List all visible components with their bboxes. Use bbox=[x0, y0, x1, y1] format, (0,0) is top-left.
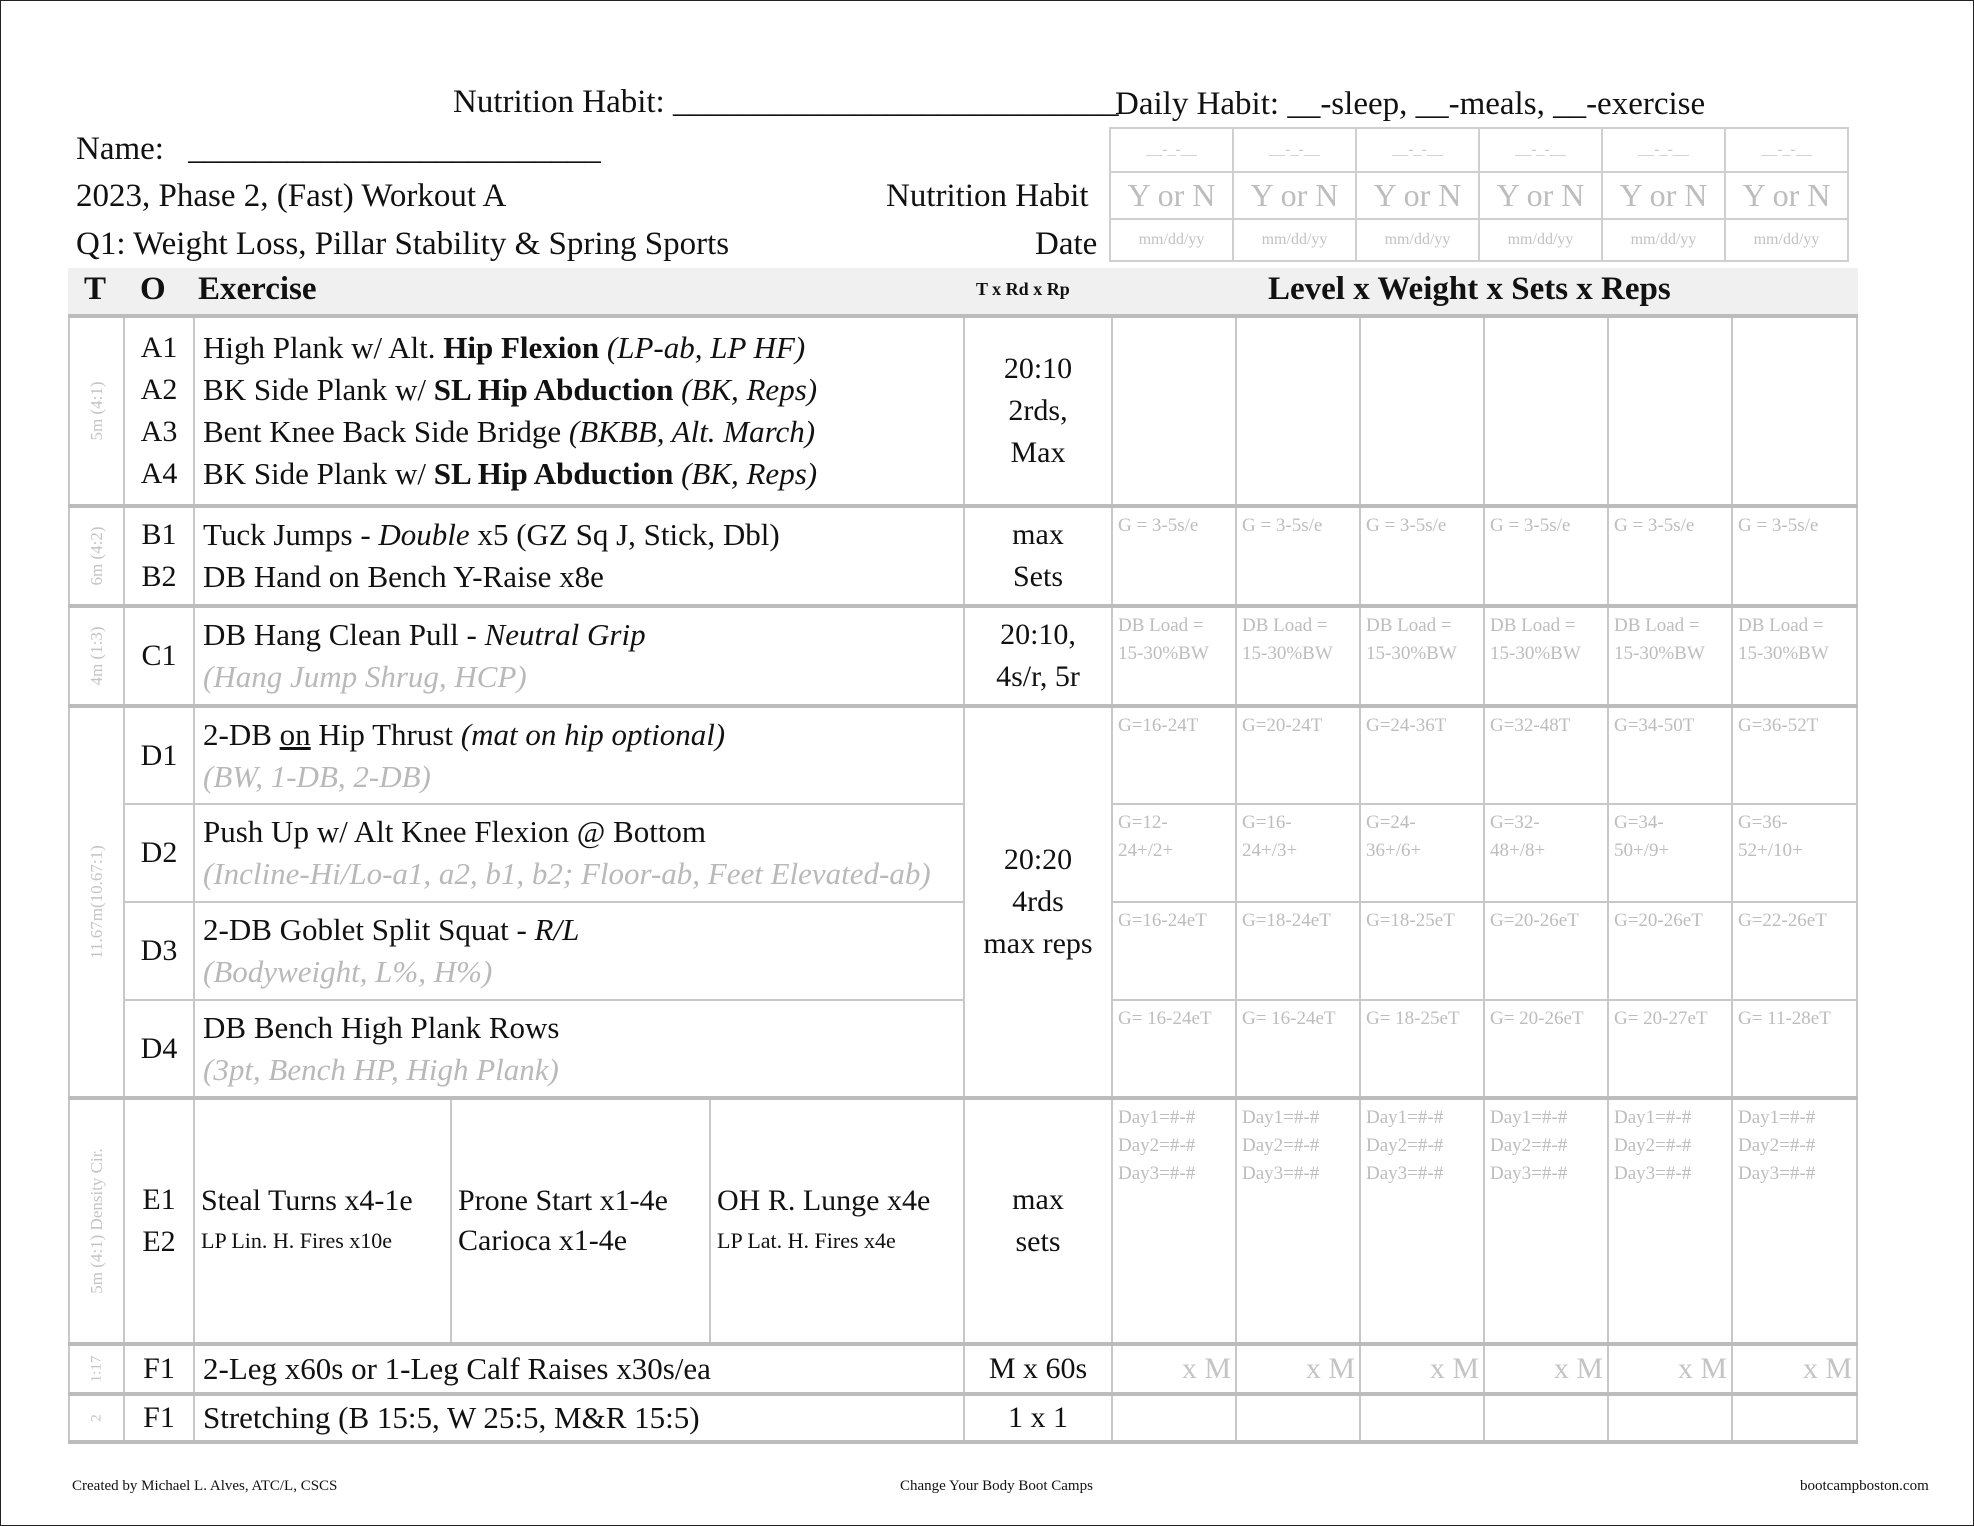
log-cell[interactable]: x M bbox=[1732, 1344, 1857, 1394]
section-f2-exercise: Stretching (B 15:5, W 25:5, M&R 15:5) bbox=[194, 1394, 964, 1442]
log-cell[interactable]: G = 3-5s/e bbox=[1236, 506, 1360, 606]
exercise-d2: Push Up w/ Alt Knee Flexion @ Bottom bbox=[203, 814, 707, 849]
date-cell[interactable]: mm/dd/yy bbox=[1110, 219, 1233, 261]
section-b-prescription bbox=[964, 506, 1112, 606]
order-label: E1 bbox=[142, 1183, 176, 1216]
rp-line: Max bbox=[1010, 436, 1066, 469]
section-d3-order: D3 bbox=[124, 902, 194, 1000]
section-d-time bbox=[69, 706, 124, 1098]
log-cell[interactable]: G = 3-5s/e bbox=[1608, 506, 1732, 606]
log-cell[interactable]: G=12- 24+/2+ bbox=[1112, 804, 1236, 902]
rp-line: 4rds bbox=[1012, 885, 1064, 918]
log-cell[interactable]: G = 3-5s/e bbox=[1484, 506, 1608, 606]
nutrition-yn-cell[interactable]: Y or N bbox=[1479, 172, 1602, 219]
quarter-title: Q1: Weight Loss, Pillar Stability & Spring Sports bbox=[76, 226, 730, 262]
time-label: 2 bbox=[88, 1414, 104, 1422]
log-cell[interactable]: G=24-36T bbox=[1360, 706, 1484, 804]
section-c-prescription bbox=[964, 606, 1112, 706]
exercise-b1: Tuck Jumps - Double x5 (GZ Sq J, Stick, Dbl) bbox=[203, 517, 780, 552]
station-exercise: Prone Start x1-4e bbox=[458, 1184, 668, 1217]
footer-company: Change Your Body Boot Camps bbox=[900, 1478, 1093, 1494]
time-label: 5m (4:1) bbox=[86, 381, 106, 441]
program-title: 2023, Phase 2, (Fast) Workout A bbox=[76, 178, 507, 214]
nutrition-yn-cell[interactable]: Y or N bbox=[1233, 172, 1356, 219]
exercise-d1-options: (BW, 1-DB, 2-DB) bbox=[203, 758, 431, 794]
section-f2-order: F1 bbox=[124, 1394, 194, 1442]
section-f2-row bbox=[69, 1394, 1857, 1442]
rp-line: 4s/r, 5r bbox=[996, 660, 1080, 693]
rp-line: max bbox=[1012, 518, 1064, 551]
section-f1-time bbox=[69, 1344, 124, 1394]
column-header-bar bbox=[68, 268, 1858, 314]
section-e-order bbox=[124, 1098, 194, 1344]
rp-line: max bbox=[1012, 1183, 1064, 1216]
daily-habit-text: __-sleep, __-meals, __-exercise bbox=[1287, 86, 1706, 122]
header-log-grid bbox=[1109, 127, 1849, 262]
station-exercise-secondary: LP Lat. H. Fires x4e bbox=[717, 1228, 896, 1253]
rp-line: 20:10 bbox=[1003, 352, 1073, 385]
date-cell[interactable]: mm/dd/yy bbox=[1233, 219, 1356, 261]
rp-line: 20:20 bbox=[1003, 843, 1073, 876]
section-d2-exercise bbox=[194, 804, 964, 902]
log-cell[interactable]: G=20-24T bbox=[1236, 706, 1360, 804]
order-label: A4 bbox=[140, 457, 178, 490]
log-cell[interactable]: G=20-26eT bbox=[1608, 902, 1732, 1000]
section-f2-time bbox=[69, 1394, 124, 1442]
row-nutrition-label: Nutrition Habit bbox=[886, 178, 1089, 214]
row-date-label: Date bbox=[1035, 226, 1098, 262]
date-cell[interactable]: mm/dd/yy bbox=[1479, 219, 1602, 261]
section-e-row bbox=[69, 1098, 1857, 1344]
log-cell[interactable]: Day1=#-# Day2=#-# Day3=#-# bbox=[1484, 1098, 1608, 1344]
daily-habit-header bbox=[1115, 86, 1705, 123]
exercise-c1: DB Hang Clean Pull - Neutral Grip bbox=[203, 617, 646, 652]
log-cell[interactable] bbox=[1360, 316, 1484, 506]
circuit-station-2 bbox=[452, 1100, 711, 1342]
station-exercise: Steal Turns x4-1e bbox=[201, 1184, 413, 1217]
col-log-header: Level x Weight x Sets x Reps bbox=[1268, 271, 1671, 307]
section-d3-row bbox=[69, 902, 1857, 1000]
log-cell[interactable] bbox=[1732, 316, 1857, 506]
time-label: 6m (4:2) bbox=[86, 526, 106, 586]
col-t-header: T bbox=[84, 271, 107, 307]
log-cell[interactable]: G = 3-5s/e bbox=[1112, 506, 1236, 606]
log-cell[interactable]: Day1=#-# Day2=#-# Day3=#-# bbox=[1608, 1098, 1732, 1344]
exercise-d1: 2-DB on Hip Thrust (mat on hip optional) bbox=[203, 716, 726, 752]
order-label: A2 bbox=[140, 373, 178, 406]
time-label: 11.67m(10.67:1) bbox=[86, 845, 106, 959]
log-cell[interactable]: G = 3-5s/e bbox=[1732, 506, 1857, 606]
station-exercise-secondary: Carioca x1-4e bbox=[458, 1224, 628, 1257]
time-label: 4m (1:3) bbox=[86, 626, 106, 686]
nutrition-habit-label: Nutrition Habit: bbox=[453, 84, 665, 120]
section-f1-order: F1 bbox=[124, 1344, 194, 1394]
habit-check-cell[interactable]: __-_-__ bbox=[1725, 128, 1848, 172]
log-cell[interactable]: DB Load = 15-30%BW bbox=[1112, 606, 1236, 706]
exercise-d4-options: (3pt, Bench HP, High Plank) bbox=[203, 1051, 559, 1087]
exercise-d2-options: (Incline-Hi/Lo-a1, a2, b1, b2; Floor-ab, Feet Elevated-ab) bbox=[203, 856, 931, 891]
col-o-header: O bbox=[140, 271, 166, 307]
section-d4-exercise bbox=[194, 1000, 964, 1098]
exercise-a2: BK Side Plank w/ SL Hip Abduction (BK, Reps) bbox=[203, 372, 818, 407]
exercise-a3: Bent Knee Back Side Bridge (BKBB, Alt. March) bbox=[203, 414, 816, 449]
log-cell[interactable]: G= 11-28eT bbox=[1732, 1000, 1857, 1098]
exercise-c1-options: (Hang Jump Shrug, HCP) bbox=[203, 659, 527, 694]
section-e-exercises bbox=[194, 1098, 964, 1344]
name-blank[interactable]: _________________________ bbox=[188, 131, 601, 167]
order-label: A1 bbox=[140, 331, 178, 364]
footer-website[interactable]: bootcampboston.com bbox=[1800, 1478, 1929, 1494]
log-cell[interactable]: DB Load = 15-30%BW bbox=[1236, 606, 1360, 706]
log-cell[interactable]: G = 3-5s/e bbox=[1360, 506, 1484, 606]
section-a-prescription bbox=[964, 316, 1112, 506]
nutrition-yn-cell[interactable]: Y or N bbox=[1602, 172, 1725, 219]
section-f1-exercise: 2-Leg x60s or 1-Leg Calf Raises x30s/ea bbox=[194, 1344, 964, 1394]
log-cell[interactable]: DB Load = 15-30%BW bbox=[1360, 606, 1484, 706]
log-cell[interactable]: x M bbox=[1484, 1344, 1608, 1394]
section-f1-row bbox=[69, 1344, 1857, 1394]
habit-check-cell[interactable]: __-_-__ bbox=[1110, 128, 1233, 172]
col-exercise-header: Exercise bbox=[198, 271, 317, 307]
section-d3-exercise bbox=[194, 902, 964, 1000]
log-cell[interactable]: G=16- 24+/3+ bbox=[1236, 804, 1360, 902]
section-a-time bbox=[69, 316, 124, 506]
rp-line: 20:10, bbox=[1000, 618, 1076, 651]
name-label: Name: bbox=[76, 131, 164, 167]
order-label: B2 bbox=[141, 560, 177, 593]
log-cell[interactable]: G= 16-24eT bbox=[1112, 1000, 1236, 1098]
log-cell[interactable]: G=32- 48+/8+ bbox=[1484, 804, 1608, 902]
log-cell[interactable]: DB Load = 15-30%BW bbox=[1608, 606, 1732, 706]
section-b-row bbox=[69, 506, 1857, 606]
habit-check-cell[interactable]: __-_-__ bbox=[1479, 128, 1602, 172]
log-cell[interactable]: G=34-50T bbox=[1608, 706, 1732, 804]
habit-check-cell[interactable]: __-_-__ bbox=[1233, 128, 1356, 172]
section-b-time bbox=[69, 506, 124, 606]
circuit-station-1 bbox=[195, 1100, 452, 1342]
date-cell[interactable]: mm/dd/yy bbox=[1725, 219, 1848, 261]
log-cell[interactable]: G=18-24eT bbox=[1236, 902, 1360, 1000]
nutrition-habit-header bbox=[453, 84, 1118, 121]
date-cell[interactable]: mm/dd/yy bbox=[1356, 219, 1479, 261]
rp-line: Sets bbox=[1012, 560, 1063, 593]
section-c-order: C1 bbox=[124, 606, 194, 706]
log-cell[interactable] bbox=[1112, 1394, 1236, 1442]
order-label: E2 bbox=[142, 1225, 176, 1258]
log-cell[interactable]: G=22-26eT bbox=[1732, 902, 1857, 1000]
log-cell[interactable]: x M bbox=[1112, 1344, 1236, 1394]
section-c-exercises bbox=[194, 606, 964, 706]
exercise-a4: BK Side Plank w/ SL Hip Abduction (BK, Reps) bbox=[203, 456, 818, 491]
section-d2-row bbox=[69, 804, 1857, 902]
section-a-row bbox=[69, 316, 1857, 506]
log-cell[interactable]: G= 18-25eT bbox=[1360, 1000, 1484, 1098]
log-cell[interactable] bbox=[1608, 316, 1732, 506]
log-cell[interactable]: G=32-48T bbox=[1484, 706, 1608, 804]
log-cell[interactable]: Day1=#-# Day2=#-# Day3=#-# bbox=[1732, 1098, 1857, 1344]
log-cell[interactable]: G=24- 36+/6+ bbox=[1360, 804, 1484, 902]
section-b-exercises bbox=[194, 506, 964, 606]
section-d1-order: D1 bbox=[124, 706, 194, 804]
log-cell[interactable] bbox=[1360, 1394, 1484, 1442]
exercise-d3-options: (Bodyweight, L%, H%) bbox=[203, 954, 493, 989]
section-b-order bbox=[124, 506, 194, 606]
section-d2-order: D2 bbox=[124, 804, 194, 902]
order-label: B1 bbox=[141, 518, 177, 551]
log-cell[interactable]: G= 16-24eT bbox=[1236, 1000, 1360, 1098]
section-d4-row bbox=[69, 1000, 1857, 1098]
log-cell[interactable]: G=34- 50+/9+ bbox=[1608, 804, 1732, 902]
section-d1-exercise bbox=[194, 706, 964, 804]
log-cell[interactable]: G=16-24T bbox=[1112, 706, 1236, 804]
rp-line: max reps bbox=[983, 927, 1093, 960]
habit-check-cell[interactable]: __-_-__ bbox=[1356, 128, 1479, 172]
log-cell[interactable]: Day1=#-# Day2=#-# Day3=#-# bbox=[1360, 1098, 1484, 1344]
log-cell[interactable]: x M bbox=[1236, 1344, 1360, 1394]
section-f1-prescription: M x 60s bbox=[964, 1344, 1112, 1394]
exercise-d3: 2-DB Goblet Split Squat - R/L bbox=[203, 912, 580, 947]
name-field[interactable] bbox=[76, 131, 601, 168]
section-a-exercises bbox=[194, 316, 964, 506]
order-label: A3 bbox=[140, 415, 178, 448]
log-cell[interactable]: x M bbox=[1360, 1344, 1484, 1394]
log-cell[interactable] bbox=[1112, 316, 1236, 506]
station-exercise-secondary: LP Lin. H. Fires x10e bbox=[201, 1228, 393, 1253]
section-d1-row bbox=[69, 706, 1857, 804]
date-cell[interactable]: mm/dd/yy bbox=[1602, 219, 1725, 261]
nutrition-yn-cell[interactable]: Y or N bbox=[1356, 172, 1479, 219]
exercise-b2: DB Hand on Bench Y-Raise x8e bbox=[203, 559, 604, 594]
log-cell[interactable] bbox=[1732, 1394, 1857, 1442]
log-cell[interactable]: DB Load = 15-30%BW bbox=[1732, 606, 1857, 706]
exercise-d4: DB Bench High Plank Rows bbox=[203, 1009, 560, 1045]
log-cell[interactable]: G=20-26eT bbox=[1484, 902, 1608, 1000]
log-cell[interactable]: G=16-24eT bbox=[1112, 902, 1236, 1000]
nutrition-yn-cell[interactable]: Y or N bbox=[1110, 172, 1233, 219]
footer-credit: Created by Michael L. Alves, ATC/L, CSCS bbox=[72, 1478, 338, 1494]
section-e-time bbox=[69, 1098, 124, 1344]
section-e-prescription bbox=[964, 1098, 1112, 1344]
exercise-a1: High Plank w/ Alt. Hip Flexion (LP-ab, LP HF) bbox=[203, 330, 806, 365]
daily-habit-label: Daily Habit: bbox=[1115, 86, 1280, 122]
section-f2-prescription: 1 x 1 bbox=[964, 1394, 1112, 1442]
section-c-time bbox=[69, 606, 124, 706]
time-label: 5m (4:1) Density Cir. bbox=[86, 1148, 106, 1294]
log-cell[interactable]: DB Load = 15-30%BW bbox=[1484, 606, 1608, 706]
rp-line: 2rds, bbox=[1008, 394, 1068, 427]
log-cell[interactable]: G= 20-27eT bbox=[1608, 1000, 1732, 1098]
log-cell[interactable] bbox=[1236, 1394, 1360, 1442]
section-c-row bbox=[69, 606, 1857, 706]
rp-line: sets bbox=[1015, 1225, 1061, 1258]
log-cell[interactable]: x M bbox=[1608, 1344, 1732, 1394]
col-trdrp-header: T x Rd x Rp bbox=[976, 279, 1070, 299]
time-label: 1:17 bbox=[88, 1355, 104, 1383]
section-d-prescription bbox=[964, 706, 1112, 1098]
log-cell[interactable]: Day1=#-# Day2=#-# Day3=#-# bbox=[1112, 1098, 1236, 1344]
log-cell[interactable] bbox=[1608, 1394, 1732, 1442]
circuit-station-3 bbox=[711, 1100, 963, 1342]
log-cell[interactable] bbox=[1236, 316, 1360, 506]
station-exercise: OH R. Lunge x4e bbox=[717, 1184, 931, 1217]
log-cell[interactable] bbox=[1484, 1394, 1608, 1442]
log-cell[interactable]: G= 20-26eT bbox=[1484, 1000, 1608, 1098]
habit-check-cell[interactable]: __-_-__ bbox=[1602, 128, 1725, 172]
section-a-order bbox=[124, 316, 194, 506]
section-d4-order: D4 bbox=[124, 1000, 194, 1098]
nutrition-habit-blank: ___________________________ bbox=[672, 84, 1119, 120]
log-cell[interactable]: Day1=#-# Day2=#-# Day3=#-# bbox=[1236, 1098, 1360, 1344]
workout-table bbox=[68, 314, 1858, 1444]
log-cell[interactable] bbox=[1484, 316, 1608, 506]
log-cell[interactable]: G=36- 52+/10+ bbox=[1732, 804, 1857, 902]
nutrition-yn-cell[interactable]: Y or N bbox=[1725, 172, 1848, 219]
log-cell[interactable]: G=36-52T bbox=[1732, 706, 1857, 804]
log-cell[interactable]: G=18-25eT bbox=[1360, 902, 1484, 1000]
